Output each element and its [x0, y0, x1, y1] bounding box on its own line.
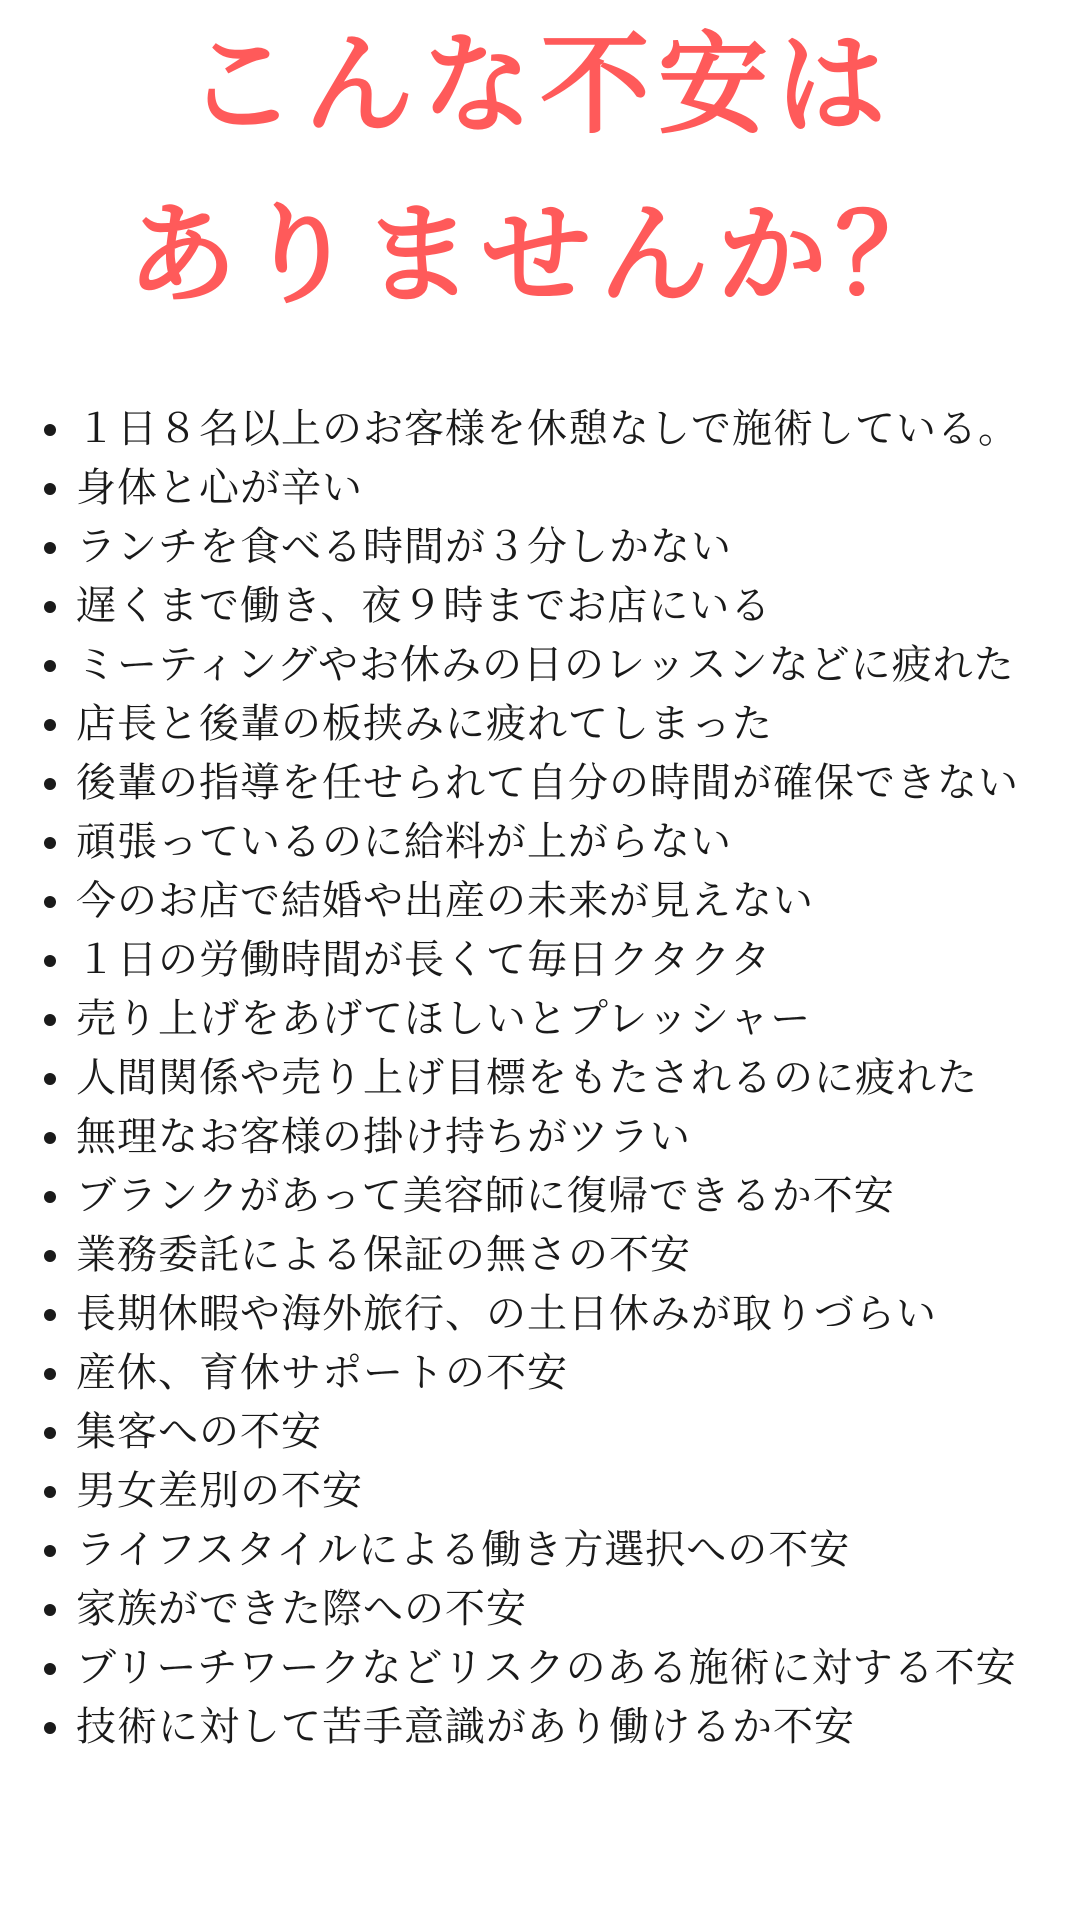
bullet-icon [44, 955, 56, 967]
list-item [0, 1049, 1080, 1108]
list-item-text: 頑張っているのに給料が上がらない [76, 819, 732, 865]
list-item [0, 1344, 1080, 1403]
list-item-text: 人間関係や売り上げ目標をもたされるのに疲れた [76, 1055, 978, 1101]
list-item-text: ミーティングやお休みの日のレッスンなどに疲れた [76, 642, 1015, 688]
list-item-text: 業務委託による保証の無さの不安 [76, 1232, 691, 1278]
list-item [0, 400, 1080, 459]
list-item [0, 577, 1080, 636]
list-item [0, 1639, 1080, 1698]
bullet-icon [44, 424, 56, 436]
list-item [0, 1521, 1080, 1580]
list-item-text: １日の労働時間が長くて毎日クタクタ [76, 937, 772, 983]
list-item-text: ライフスタイルによる働き方選択への不安 [76, 1527, 851, 1573]
list-item [0, 754, 1080, 813]
list-item-text: ブリーチワークなどリスクのある施術に対する不安 [76, 1645, 1017, 1691]
bullet-icon [44, 1132, 56, 1144]
list-item [0, 1285, 1080, 1344]
bullet-icon [44, 483, 56, 495]
bullet-icon [44, 1368, 56, 1380]
list-item [0, 1167, 1080, 1226]
list-item-text: 家族ができた際への不安 [76, 1586, 527, 1632]
list-item-text: 集客への不安 [76, 1409, 322, 1455]
bullet-icon [44, 837, 56, 849]
headline-line-2: ありませんか？ [127, 191, 953, 319]
list-item [0, 1226, 1080, 1285]
bullet-icon [44, 1191, 56, 1203]
bullet-icon [44, 778, 56, 790]
bullet-icon [44, 1250, 56, 1262]
list-item [0, 518, 1080, 577]
list-item [0, 1462, 1080, 1521]
bullet-icon [44, 1604, 56, 1616]
bullet-icon [44, 1722, 56, 1734]
list-item [0, 459, 1080, 518]
list-item [0, 931, 1080, 990]
list-item [0, 1580, 1080, 1639]
list-item [0, 1403, 1080, 1462]
bullet-icon [44, 601, 56, 613]
list-item [0, 1108, 1080, 1167]
list-item-text: 産休、育休サポートの不安 [76, 1350, 568, 1396]
list-item [0, 1698, 1080, 1757]
bullet-icon [44, 896, 56, 908]
bullet-icon [44, 660, 56, 672]
list-item-text: ランチを食べる時間が３分しかない [76, 524, 732, 570]
bullet-icon [44, 1073, 56, 1085]
concern-list [0, 400, 1080, 1757]
bullet-icon [44, 1486, 56, 1498]
list-item-text: 今のお店で結婚や出産の未来が見えない [76, 878, 814, 924]
list-item [0, 636, 1080, 695]
list-item [0, 695, 1080, 754]
list-item-text: 男女差別の不安 [76, 1468, 363, 1514]
list-item-text: 後輩の指導を任せられて自分の時間が確保できない [76, 760, 1019, 806]
list-item-text: 遅くまで働き、夜９時までお店にいる [76, 583, 772, 629]
list-item-text: 技術に対して苦手意識があり働けるか不安 [76, 1704, 855, 1750]
bullet-icon [44, 1014, 56, 1026]
bullet-icon [44, 719, 56, 731]
list-item-text: 身体と心が辛い [76, 465, 363, 511]
list-item-text: １日８名以上のお客様を休憩なしで施術している。 [76, 406, 1019, 452]
bullet-icon [44, 1427, 56, 1439]
bullet-icon [44, 542, 56, 554]
list-item-text: ブランクがあって美容師に復帰できるか不安 [76, 1173, 895, 1219]
list-item-text: 無理なお客様の掛け持ちがツラい [76, 1114, 691, 1160]
bullet-icon [44, 1545, 56, 1557]
list-item-text: 売り上げをあげてほしいとプレッシャー [76, 996, 812, 1042]
list-item [0, 813, 1080, 872]
list-item [0, 990, 1080, 1049]
headline-line-1: こんな不安は [186, 21, 894, 149]
list-item-text: 店長と後輩の板挟みに疲れてしまった [76, 701, 773, 747]
list-item [0, 872, 1080, 931]
list-item-text: 長期休暇や海外旅行、の土日休みが取りづらい [76, 1291, 937, 1337]
bullet-icon [44, 1663, 56, 1675]
bullet-icon [44, 1309, 56, 1321]
